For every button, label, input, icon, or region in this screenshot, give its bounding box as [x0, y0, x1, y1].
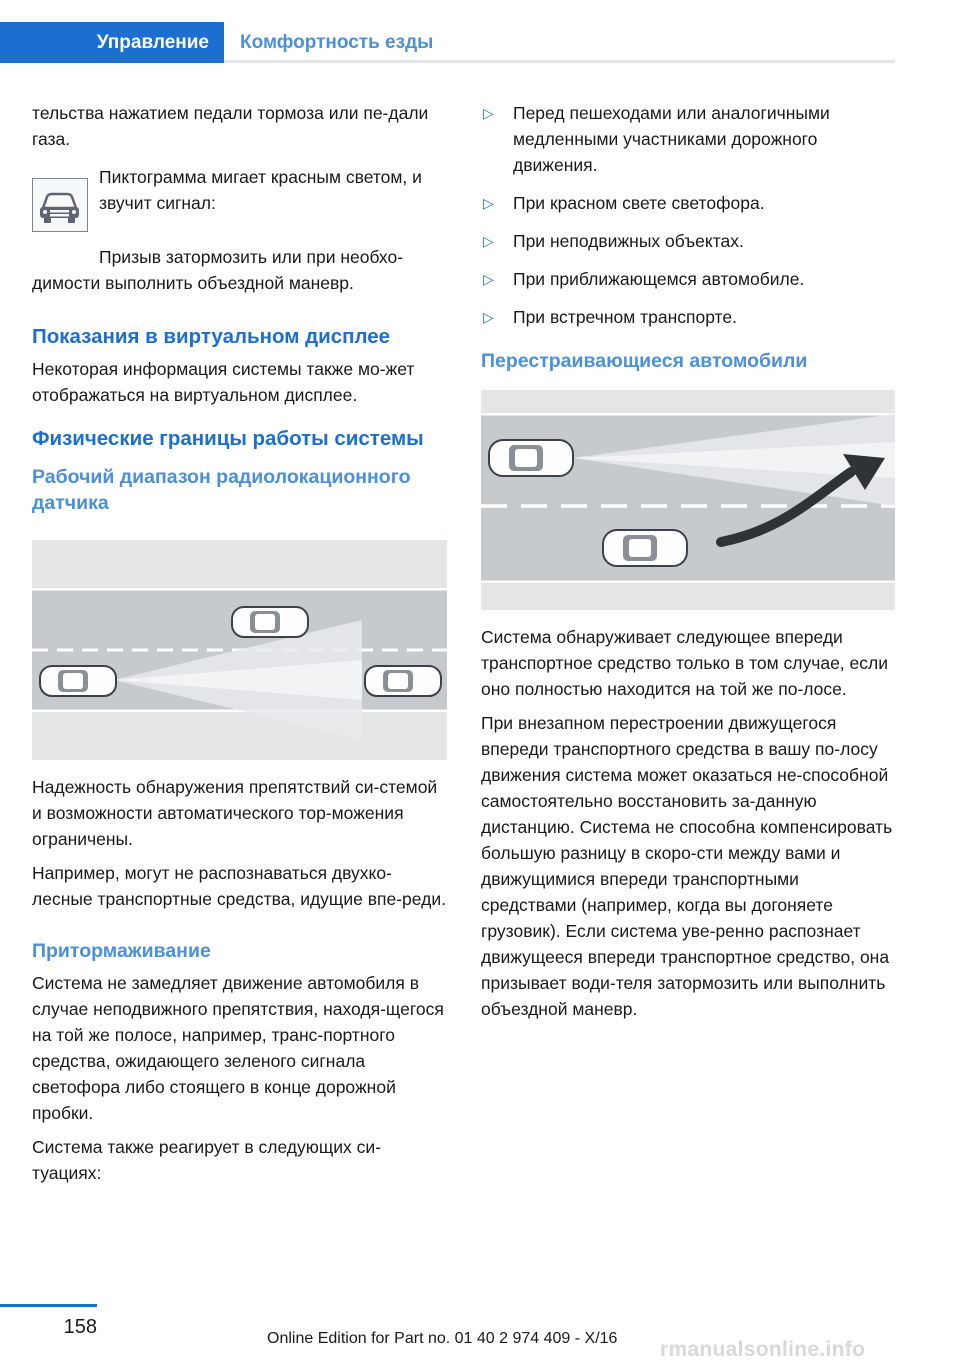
paragraph-sudden: При внезапном перестроении движущегося впереди транспортного средства в вашу по-лосу движения система может оказаться не-способной самостоятельно восстановить за-данную дистанцию. Система не способна компенсировать большую разницу в скоро-сти между вами и движущимися впереди транспортными средствами (например, когда вы догоняете грузовик). Если система уве-ренно распознает движущееся впереди транспортное средство, она призывает води-теля затормозить или выполнить объездной маневр. [481, 713, 893, 1019]
lane-change-illustration [481, 390, 895, 610]
paragraph-braking: Система не замедляет движение автомобиля в случае неподвижного препятствия, находя-щегося на той же полосе, например, транс-портного средства, ожидающего зеленого сигнала светофора либо стоящего в конце дорожной пробки. [32, 973, 444, 1123]
paragraph-virtual-display: Некоторая информация системы также мо-жет отображаться на виртуальном дисплее. [32, 359, 415, 405]
header-subsection-tab[interactable]: Комфортность езды [240, 32, 434, 53]
list-item: ▷ При приближающемся автомобиле. [481, 266, 895, 292]
car-cutting-in-illustration [603, 530, 687, 566]
pictogram-text [99, 164, 447, 216]
pictogram-description: Пиктограмма мигает красным светом, и звучит сигнал: [99, 167, 422, 213]
page-number: 158 [63, 1316, 97, 1338]
edition-note: Online Edition for Part no. 01 40 2 974 409 - X/16 [267, 1330, 618, 1347]
radar-range-illustration [32, 540, 447, 760]
bullet-triangle-icon: ▷ [483, 309, 494, 325]
pictogram-action: Призыв затормозить или при необхо-димости выполнить объездной маневр. [32, 247, 404, 293]
car-adjacent-lane-illustration [232, 607, 308, 637]
lane-change-svg [481, 390, 895, 610]
list-item: ▷ При неподвижных объектах. [481, 228, 895, 254]
bullet-triangle-icon: ▷ [483, 233, 494, 249]
paragraph-reacts: Система также реагирует в следующих си-туациях: [32, 1137, 382, 1183]
radar-range-svg [32, 540, 447, 760]
footer-rule [0, 1304, 97, 1307]
heading-lane-changing: Перестраивающиеся автомобили [481, 350, 808, 372]
heading-system-limits: Физические границы работы системы [32, 427, 424, 450]
heading-virtual-display: Показания в виртуальном дисплее [32, 325, 391, 348]
situations-list [481, 100, 895, 330]
paragraph-reliability: Надежность обнаружения препятствий си-стемой и возможности автоматического тор-можения ограничены. [32, 777, 438, 849]
list-item: ▷ При встречном транспорте. [481, 304, 895, 330]
list-item: ▷ При красном свете светофора. [481, 190, 895, 216]
header-section-tab[interactable]: Управление [0, 22, 224, 63]
paragraph-detects: Система обнаруживает следующее впереди транспортное средство только в том случае, если оно полностью находится на той же по-лосе. [481, 627, 888, 699]
watermark-site[interactable]: rmanualsonline.info [660, 1338, 866, 1361]
bullet-triangle-icon: ▷ [483, 271, 494, 287]
heading-braking: Притормаживание [32, 940, 211, 962]
pictogram-block [32, 164, 447, 244]
right-column [481, 100, 895, 1030]
paragraph-continuation: тельства нажатием педали тормоза или пе-дали газа. [32, 103, 429, 149]
paragraph-example: Например, могут не распознаваться двухко-лесные транспортные средства, идущие впе-реди. [32, 863, 446, 909]
bullet-triangle-icon: ▷ [483, 105, 494, 121]
heading-radar-range: Рабочий диапазон радиолокационного датчика [32, 466, 411, 514]
bullet-triangle-icon: ▷ [483, 195, 494, 211]
left-column [32, 100, 447, 1194]
car-warning-icon [32, 178, 88, 232]
car-ahead-lane-illustration [365, 666, 441, 696]
car-own-illustration [489, 440, 573, 476]
list-item: ▷ Перед пешеходами или аналогичными медленными участниками дорожного движения. [481, 100, 895, 178]
car-own-illustration [40, 666, 116, 696]
